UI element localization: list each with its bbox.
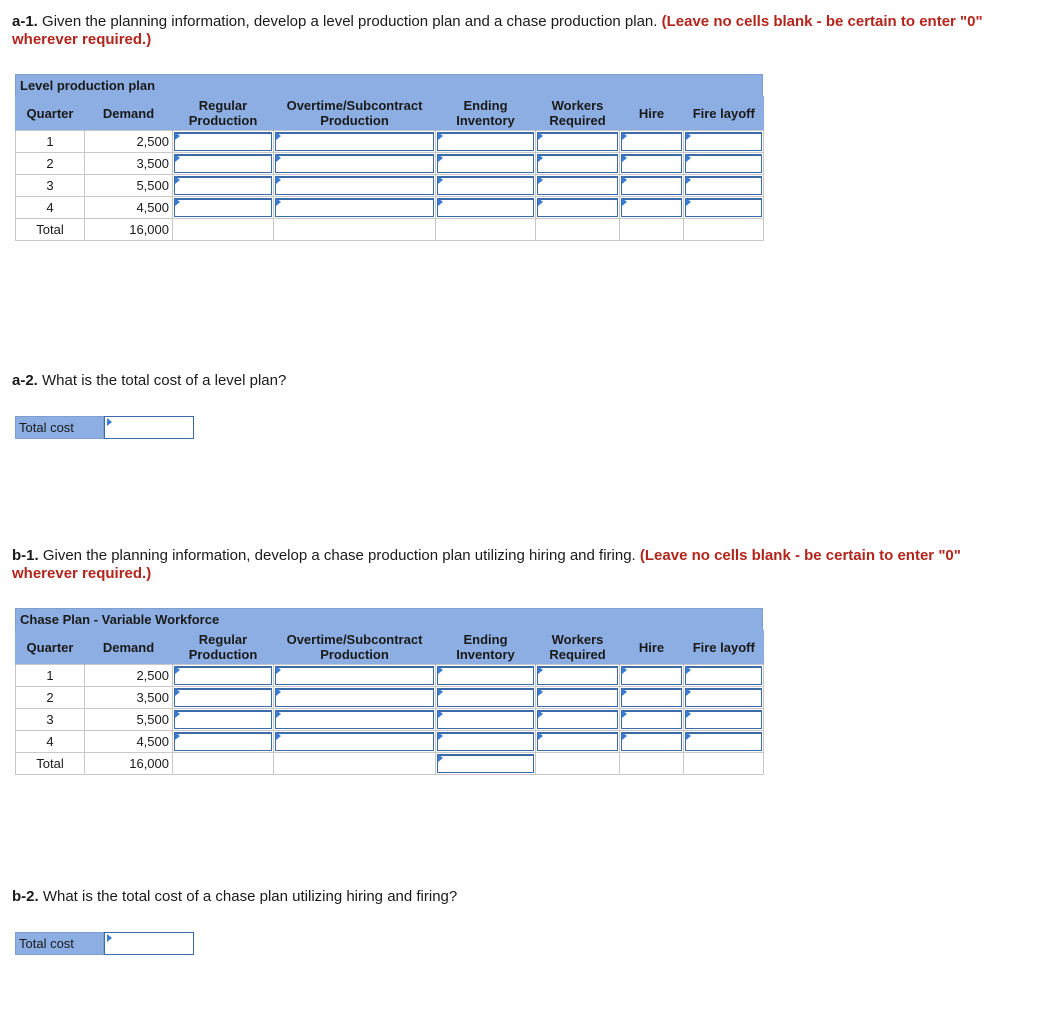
- level-plan-title: Level production plan: [15, 74, 763, 96]
- fire-layoff-input[interactable]: [685, 732, 762, 751]
- question-b2: [12, 888, 1012, 906]
- header-fire-layoff: Fire layoff: [684, 96, 764, 131]
- chase-plan-panel: [15, 608, 763, 775]
- question-b1-text: Given the planning information, develop a chase production plan utilizing hiring and firing.: [38, 547, 640, 564]
- total-hire: [620, 219, 684, 241]
- total-regular-production: [173, 753, 274, 775]
- input-flag-icon: [276, 154, 281, 162]
- input-flag-icon: [538, 688, 543, 696]
- overtime-subcontract-input[interactable]: [275, 710, 434, 729]
- quarter-cell: 3: [16, 709, 85, 731]
- input-flag-icon: [622, 154, 627, 162]
- chase-total-cost-input[interactable]: [104, 932, 194, 955]
- input-flag-icon: [686, 732, 691, 740]
- header-overtime-subcontract: Overtime/Subcontract Production: [274, 96, 436, 131]
- input-flag-icon: [538, 154, 543, 162]
- question-a1: [12, 13, 1012, 49]
- hire-input[interactable]: [621, 732, 682, 751]
- overtime-subcontract-input[interactable]: [275, 176, 434, 195]
- input-flag-icon: [276, 132, 281, 140]
- input-flag-icon: [686, 176, 691, 184]
- total-fire-layoff: [684, 219, 764, 241]
- input-flag-icon: [538, 198, 543, 206]
- overtime-subcontract-input[interactable]: [275, 198, 434, 217]
- input-flag-icon: [175, 132, 180, 140]
- header-overtime-subcontract: Overtime/Subcontract Production: [274, 630, 436, 665]
- regular-production-input[interactable]: [174, 666, 272, 685]
- input-flag-icon: [686, 198, 691, 206]
- chase-total-cost-label: Total cost: [15, 932, 104, 955]
- header-hire: Hire: [620, 630, 684, 665]
- input-flag-icon: [686, 710, 691, 718]
- input-flag-icon: [622, 688, 627, 696]
- total-ending-inventory-input[interactable]: [437, 754, 534, 773]
- header-fire-layoff: Fire layoff: [684, 630, 764, 665]
- question-b1-label: b-1.: [12, 547, 39, 564]
- input-flag-icon: [276, 732, 281, 740]
- level-total-cost-row: [15, 416, 194, 439]
- header-workers-required: Workers Required: [536, 630, 620, 665]
- demand-cell: 3,500: [85, 687, 173, 709]
- total-label: Total: [16, 219, 85, 241]
- input-flag-icon: [276, 710, 281, 718]
- ending-inventory-input[interactable]: [437, 132, 534, 151]
- table-row: [16, 131, 764, 153]
- input-flag-icon: [438, 732, 443, 740]
- total-demand: 16,000: [85, 753, 173, 775]
- demand-cell: 2,500: [85, 665, 173, 687]
- table-row: [16, 153, 764, 175]
- total-regular-production: [173, 219, 274, 241]
- table-row: [16, 175, 764, 197]
- regular-production-input[interactable]: [174, 132, 272, 151]
- input-flag-icon: [686, 688, 691, 696]
- overtime-subcontract-input[interactable]: [275, 688, 434, 707]
- workers-required-input[interactable]: [537, 132, 618, 151]
- input-flag-icon: [438, 754, 443, 762]
- level-plan-table: [15, 96, 764, 241]
- header-ending-inventory: Ending Inventory: [436, 96, 536, 131]
- header-ending-inventory: Ending Inventory: [436, 630, 536, 665]
- input-flag-icon: [622, 666, 627, 674]
- table-header-row: [16, 630, 764, 665]
- fire-layoff-input[interactable]: [685, 666, 762, 685]
- input-flag-icon: [686, 154, 691, 162]
- total-row: [16, 753, 764, 775]
- input-flag-icon: [538, 176, 543, 184]
- total-overtime-subcontract: [274, 753, 436, 775]
- total-fire-layoff: [684, 753, 764, 775]
- hire-input[interactable]: [621, 176, 682, 195]
- input-flag-icon: [175, 710, 180, 718]
- total-workers-required: [536, 753, 620, 775]
- question-a2-text: What is the total cost of a level plan?: [37, 372, 287, 389]
- input-flag-icon: [175, 176, 180, 184]
- input-flag-icon: [175, 666, 180, 674]
- input-flag-icon: [686, 132, 691, 140]
- chase-plan-title: Chase Plan - Variable Workforce: [15, 608, 763, 630]
- overtime-subcontract-input[interactable]: [275, 132, 434, 151]
- input-flag-icon: [622, 132, 627, 140]
- input-flag-icon: [276, 176, 281, 184]
- table-row: [16, 731, 764, 753]
- question-a1-note: (Leave no cells blank - be certain to enter "0" wherever required.): [12, 13, 983, 48]
- hire-input[interactable]: [621, 198, 682, 217]
- quarter-cell: 2: [16, 153, 85, 175]
- input-flag-icon: [438, 198, 443, 206]
- ending-inventory-input[interactable]: [437, 666, 534, 685]
- input-flag-icon: [175, 732, 180, 740]
- ending-inventory-input[interactable]: [437, 710, 534, 729]
- ending-inventory-input[interactable]: [437, 198, 534, 217]
- question-a2-label: a-2.: [12, 372, 38, 389]
- input-flag-icon: [175, 154, 180, 162]
- hire-input[interactable]: [621, 154, 682, 173]
- overtime-subcontract-input[interactable]: [275, 666, 434, 685]
- demand-cell: 5,500: [85, 709, 173, 731]
- hire-input[interactable]: [621, 666, 682, 685]
- input-flag-icon: [438, 710, 443, 718]
- input-flag-icon: [107, 934, 112, 942]
- input-flag-icon: [175, 688, 180, 696]
- hire-input[interactable]: [621, 132, 682, 151]
- input-flag-icon: [438, 176, 443, 184]
- regular-production-input[interactable]: [174, 198, 272, 217]
- table-header-row: [16, 96, 764, 131]
- quarter-cell: 3: [16, 175, 85, 197]
- total-row: [16, 219, 764, 241]
- total-ending-inventory: [436, 219, 536, 241]
- ending-inventory-input[interactable]: [437, 176, 534, 195]
- regular-production-input[interactable]: [174, 732, 272, 751]
- input-flag-icon: [686, 666, 691, 674]
- table-row: [16, 665, 764, 687]
- workers-required-input[interactable]: [537, 688, 618, 707]
- question-a1-text: Given the planning information, develop a level production plan and a chase production plan.: [37, 13, 662, 30]
- hire-input[interactable]: [621, 710, 682, 729]
- header-demand: Demand: [85, 96, 173, 131]
- workers-required-input[interactable]: [537, 176, 618, 195]
- input-flag-icon: [622, 732, 627, 740]
- header-regular-production: Regular Production: [173, 96, 274, 131]
- quarter-cell: 4: [16, 197, 85, 219]
- table-row: [16, 687, 764, 709]
- input-flag-icon: [622, 176, 627, 184]
- demand-cell: 2,500: [85, 131, 173, 153]
- demand-cell: 4,500: [85, 731, 173, 753]
- input-flag-icon: [538, 710, 543, 718]
- fire-layoff-input[interactable]: [685, 688, 762, 707]
- quarter-cell: 4: [16, 731, 85, 753]
- demand-cell: 5,500: [85, 175, 173, 197]
- total-workers-required: [536, 219, 620, 241]
- overtime-subcontract-input[interactable]: [275, 732, 434, 751]
- header-workers-required: Workers Required: [536, 96, 620, 131]
- demand-cell: 3,500: [85, 153, 173, 175]
- fire-layoff-input[interactable]: [685, 132, 762, 151]
- total-label: Total: [16, 753, 85, 775]
- level-total-cost-input[interactable]: [104, 416, 194, 439]
- question-b2-label: b-2.: [12, 888, 39, 905]
- overtime-subcontract-input[interactable]: [275, 154, 434, 173]
- chase-plan-table: [15, 630, 764, 775]
- table-row: [16, 197, 764, 219]
- input-flag-icon: [538, 132, 543, 140]
- hire-input[interactable]: [621, 688, 682, 707]
- total-hire: [620, 753, 684, 775]
- ending-inventory-input[interactable]: [437, 154, 534, 173]
- input-flag-icon: [438, 688, 443, 696]
- workers-required-input[interactable]: [537, 666, 618, 685]
- header-quarter: Quarter: [16, 96, 85, 131]
- workers-required-input[interactable]: [537, 198, 618, 217]
- input-flag-icon: [622, 198, 627, 206]
- input-flag-icon: [276, 688, 281, 696]
- fire-layoff-input[interactable]: [685, 154, 762, 173]
- question-b2-text: What is the total cost of a chase plan utilizing hiring and firing?: [38, 888, 458, 905]
- regular-production-input[interactable]: [174, 688, 272, 707]
- input-flag-icon: [107, 418, 112, 426]
- input-flag-icon: [438, 666, 443, 674]
- input-flag-icon: [538, 666, 543, 674]
- fire-layoff-input[interactable]: [685, 198, 762, 217]
- input-flag-icon: [538, 732, 543, 740]
- regular-production-input[interactable]: [174, 154, 272, 173]
- regular-production-input[interactable]: [174, 176, 272, 195]
- fire-layoff-input[interactable]: [685, 176, 762, 195]
- input-flag-icon: [276, 666, 281, 674]
- quarter-cell: 2: [16, 687, 85, 709]
- quarter-cell: 1: [16, 665, 85, 687]
- header-hire: Hire: [620, 96, 684, 131]
- workers-required-input[interactable]: [537, 732, 618, 751]
- question-b1: [12, 547, 1012, 583]
- fire-layoff-input[interactable]: [685, 710, 762, 729]
- input-flag-icon: [438, 154, 443, 162]
- total-demand: 16,000: [85, 219, 173, 241]
- header-regular-production: Regular Production: [173, 630, 274, 665]
- input-flag-icon: [438, 132, 443, 140]
- question-a2: [12, 372, 1012, 390]
- input-flag-icon: [175, 198, 180, 206]
- level-total-cost-label: Total cost: [15, 416, 104, 439]
- regular-production-input[interactable]: [174, 710, 272, 729]
- workers-required-input[interactable]: [537, 710, 618, 729]
- ending-inventory-input[interactable]: [437, 732, 534, 751]
- question-a1-label: a-1.: [12, 13, 38, 30]
- total-overtime-subcontract: [274, 219, 436, 241]
- quarter-cell: 1: [16, 131, 85, 153]
- chase-total-cost-row: [15, 932, 194, 955]
- level-plan-panel: [15, 74, 763, 241]
- table-row: [16, 709, 764, 731]
- header-quarter: Quarter: [16, 630, 85, 665]
- demand-cell: 4,500: [85, 197, 173, 219]
- input-flag-icon: [622, 710, 627, 718]
- header-demand: Demand: [85, 630, 173, 665]
- question-b1-note: (Leave no cells blank - be certain to enter "0" wherever required.): [12, 547, 961, 582]
- input-flag-icon: [276, 198, 281, 206]
- ending-inventory-input[interactable]: [437, 688, 534, 707]
- workers-required-input[interactable]: [537, 154, 618, 173]
